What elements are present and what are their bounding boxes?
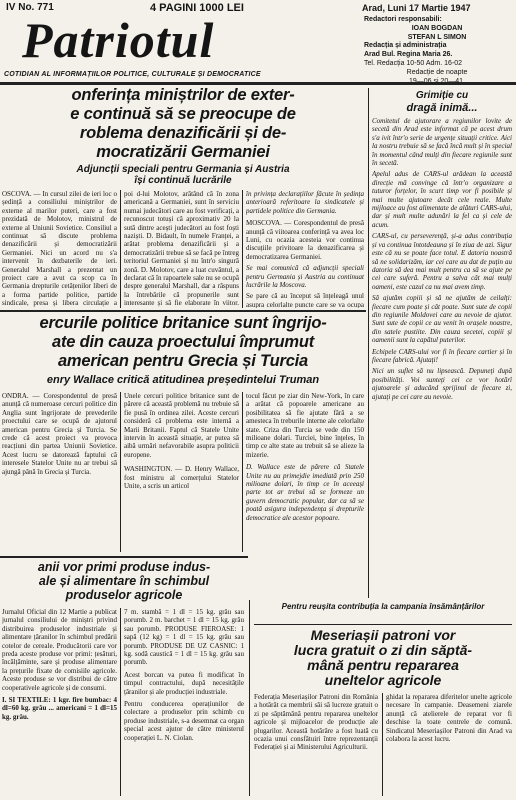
headline-conference: onferința miniștrilor de exter- e continuă să se preocupe de roblema denazificării și de- mocratizării Germaniei [70,86,296,161]
masthead-rule [0,82,516,85]
masthead-subtitle: COTIDIAN AL INFORMAȚIILOR POLITICE, CULTURALE ȘI DEMOCRATICE [4,71,261,78]
pages-price: 4 PAGINI 1000 LEI [150,2,244,14]
column-divider [242,190,243,308]
editorial-box [364,16,510,86]
box-title: Grimiție cu dragă inimă... [406,90,478,114]
column-divider [120,392,121,552]
masthead-title: Patriotul [22,12,215,68]
subhead-conference: Adjuncții speciali pentru Germania și Austria își continuă lucrările [76,164,290,186]
article-conference-col1: OSCOVA. — In cursul zilei de ieri loc o ședință a consiliului miniștrilor de externe al marilor puteri, care a fost prezidată de Molotov, ministrul de externe al Uniunii Sovietice. Consiliul a continuat să discute problema denazificării și democratizării Germaniei. Nici un acord nu s'a intervenit în dezbaterile de ieri. Generalul Marshall a prezentat un proiect care a avut ca scop ca în Germania drepturile cetățenilor liberi de a forma partide politice, partide sindicale, presa și libera circulație a [2,190,117,308]
subhead-wallace: enry Wallace critică atitudinea președintelui Truman [46,374,320,386]
article-british-col1: ONDRA. — Corespondentul de presă anunță că numeroase cercuri politice din Anglia sunt îngrijorate de prevederile proectului care se ocupă de ajutorul american pentru Grecia și Turcia. Se crede că acest proiect va provoca reacțiuni din partea Uniunii Sovietice. Acest lucru se datorează faptului că interesele Statelor Unite nu ar trebui să ajungă până în Grecia și Turcia. [2,392,117,476]
campaign-kicker: Pentru reușita contribuția la campania însămânțărilor [281,602,485,611]
article-peasants-col2: 7 m. stambă = 1 dl = 15 kg. grâu sau porumb. 2 m. barchet = 1 dl = 15 kg. grâu sau porumb. PRODUSE FIEROASE: 1 sapă (12 kg) = 1 dl = 15 kg. grâu sau porumb. PRODUSE DE UZ CASNIC: 1 kg. sodă caustică = 1 dl = 15 kg. grâu sau porumb. Acest borcan va putea fi modificat în timpul contractului, după necesitățile țăranilor și ale producției industriale. Pentru conducerea operațiunilor de colectare a produselor prin schimb cu produse industriale, s-a desemnat ca organ special acest ajutor de către ministerul cooperației L. N. Ciolan. [124,608,244,742]
editor-name: IOAN BOGDAN [411,24,463,32]
headline-british: ercurile politice britanice sunt îngrijo- ate din cauza proectului împrumut american pentru Grecia și Turcia [39,314,327,370]
editors-label: Redactori responsabili: [364,16,442,23]
column-divider [120,608,121,796]
article-craftsmen-col2: ghidat la repararea diferitelor unelte agricole necesare în campanie. Deasemeni ziarele anunță că atelierele de reparat vor fi deschise la toate centrele de comună. Sindicatul Meseriașilor Patroni din Arad va colabora la acest lucru. [386,693,512,744]
editor-name: STEFAN L SIMON [407,33,467,41]
headline-craftsmen: Meseriașii patroni vor lucra gratuit o zi din săptă- mână pentru repararea uneltelor agricole [293,627,473,688]
column-divider [120,190,121,308]
box-text: Comitetul de ajutorare a regiunilor lovite de secetă din Arad este informat că pe acest drum s'a ivit într'o serie de urgențe situații critice. Aici la nostru trebuie să se facă încă mult și în special în momentul când mulți din fiecare regiunile sunt în secetă. Apelul adus de CARS-ul arădean la această direcție mă convinge că într'o organizare a tuturor forțelor, în scurt timp vor fi posibile și mai multe ajutoare decât cele reale. Multe mijloace au fost alimentate de alături CARS-ului, dar și mult multe adunări la fel ca și cele de acum. CARS-ul, cu perseverență, și-a adus contribuția și va continua întotdeauna și în ziua de azi. Sigur este că nu se poate face totul. E datoria noastră să ne solidarizăm, iar cei care au dat de puțin au datoria să dea mai mult pentru ca să se ajute pe cei care suferă. Pentru a salva cât mai mulți oameni, este cazul ca nu mai avem timp. Să ajutăm copiii și să ne ajutăm de ceilalți: fiecare cum poate și cât poate. Sunt sute de copii din regiunile Moldovei care au nevoie de ajutor. Sunt sute de copii ce au venit în orașele noastre, din satele pustiite. Din cauza secetei, copiii și oamenii sunt la capătul puterilor. Echipele CARS-ului vor fi în fiecare cartier și în fiecare fabrică. Ajutați! Nici un suflet să nu lipsească. Depuneți după posibilități. Voi sunteți cei ce vor hotărî ajutoarele și aducând sprijinul de fiecare zi, ajutați pe cei care au nevoie. [372,117,512,401]
column-divider [382,693,383,796]
article-craftsmen-col1: Federația Meseriașilor Patroni din România a hotărât ca membrii săi să lucreze gratuit o zi pe săptămână pentru repararea uneltelor agricole și mijloacelor de producție ale plugarilor. Această hotărâre a fost luată cu ocazia unui consfătuiri între reprezentanții Federației și ai Ministerului Agriculturii. [254,693,378,752]
article-peasants-col1: Jurnalul Oficial din 12 Martie a publicat jurnalul consiliului de miniștri privind distribuirea produselor industriale și alimentare țăranilor în schimbul predării cotelor de cereale. Producătorii care vor preda aceste produse vor primi: țesături, încălțăminte, sare și produse alimentare la prețurile fixate de comisiile agricole. Aceste produse se vor distribui de către cooperativele agricole și de consumi. I. SI TEXTILE: 1 kgr. fire bumbac: 4 dl=60 kg. grâu ... americani = 1 dl=15 kg. grâu. [2,608,117,721]
night-hours: Redacție de noapte [406,68,468,76]
article-conference-col3: în privința declarațiilor făcute în ședința anterioară referitoare la sindicatele și partidele politice din Germania. MOSCOVA. — Corespondentul de presă anunță că viitoarea conferință va avea loc Luni, cu ocazia acesteia vor continua discuțiile privitoare la denazificarea și democratizarea Germaniei. Se mai comunică că adjuncții speciali pentru Germania și Austria au continuat lucrările la Moscova. Se pare că au început să înțeleagă unul asupra celorlalte puncte care se va ocupa [246,190,364,308]
issue-date: Arad, Luni 17 Martie 1947 [362,3,471,13]
section-rule [0,310,366,312]
issue-number: IV No. 771 [6,2,54,13]
charity-box [372,88,512,598]
office-phone: Tel. Redacția 10-50 Adm. 16-02 [364,59,463,67]
section-rule [0,556,248,558]
headline-peasants: anii vor primi produse indus- ale și alimentare în schimbul produselor agricole [37,560,211,602]
article-conference-col2: poi d-lui Molotov, arătând că în zona americană a Germaniei, sunt în serviciu numai judecători care au fost verificați, a recunoscut totuși că aproximativ 20 la sută dintre acești judecători au fost foști naziști. D. Bidault, în numele Franței, a arătat problema denazificării și a democratizării trebue să se facă pe întreg teritoriul Germaniei și nu într'o singură zonă. D. Molotov, care a luat cuvântul, a declarat că în rapoartele sale nu se ocupă despre generalul Marshall, dar a răspuns la întrebările că propunerile sunt interesante și să fie elaborate în viitor. [124,190,239,308]
article-british-col3: tocul făcut pe ziar din New-York, în care a arătat că popoarele americane au posibilitatea să fie ajutate fără a se amesteca în treburile interne ale celorlalte state. Criza din Turcia se vede din 150 milioane dolari. Turciei, bine înțeles, în timp ce alte state au trebuit să se alieze la mizerie. D. Wallace este de părere că Statele Unite nu au primejdie imediată prin 250 milioane dolari, în timp ce în aceeași parte tot ar trebui să se formeze un guvern democratic popular, dar ca să se poată asigura independența și drepturile democratice ale acestor popoare. [246,392,364,522]
column-divider [249,600,250,796]
office-address: Arad Bul. Regina Maria 26. [364,51,453,59]
article-british-col2: Unele cercuri politice britanice sunt de părere că această problemă nu trebuie să fie pusă în ordinea zilei. Aceste cercuri consideră că problema este internă a Marii Britanii. Faptul că Statele Unite intervin în această situație, ar putea să aibă urmări nefavorabile asupra politicii europene. WASHINGTON. — D. Henry Wallace, fost ministru al comerțului Statelor Unite, a scris un articol [124,392,239,491]
column-divider [242,392,243,552]
office-label: Redacția și administrația [364,42,447,50]
box-border-left [368,88,369,598]
kicker-rule [254,624,512,625]
